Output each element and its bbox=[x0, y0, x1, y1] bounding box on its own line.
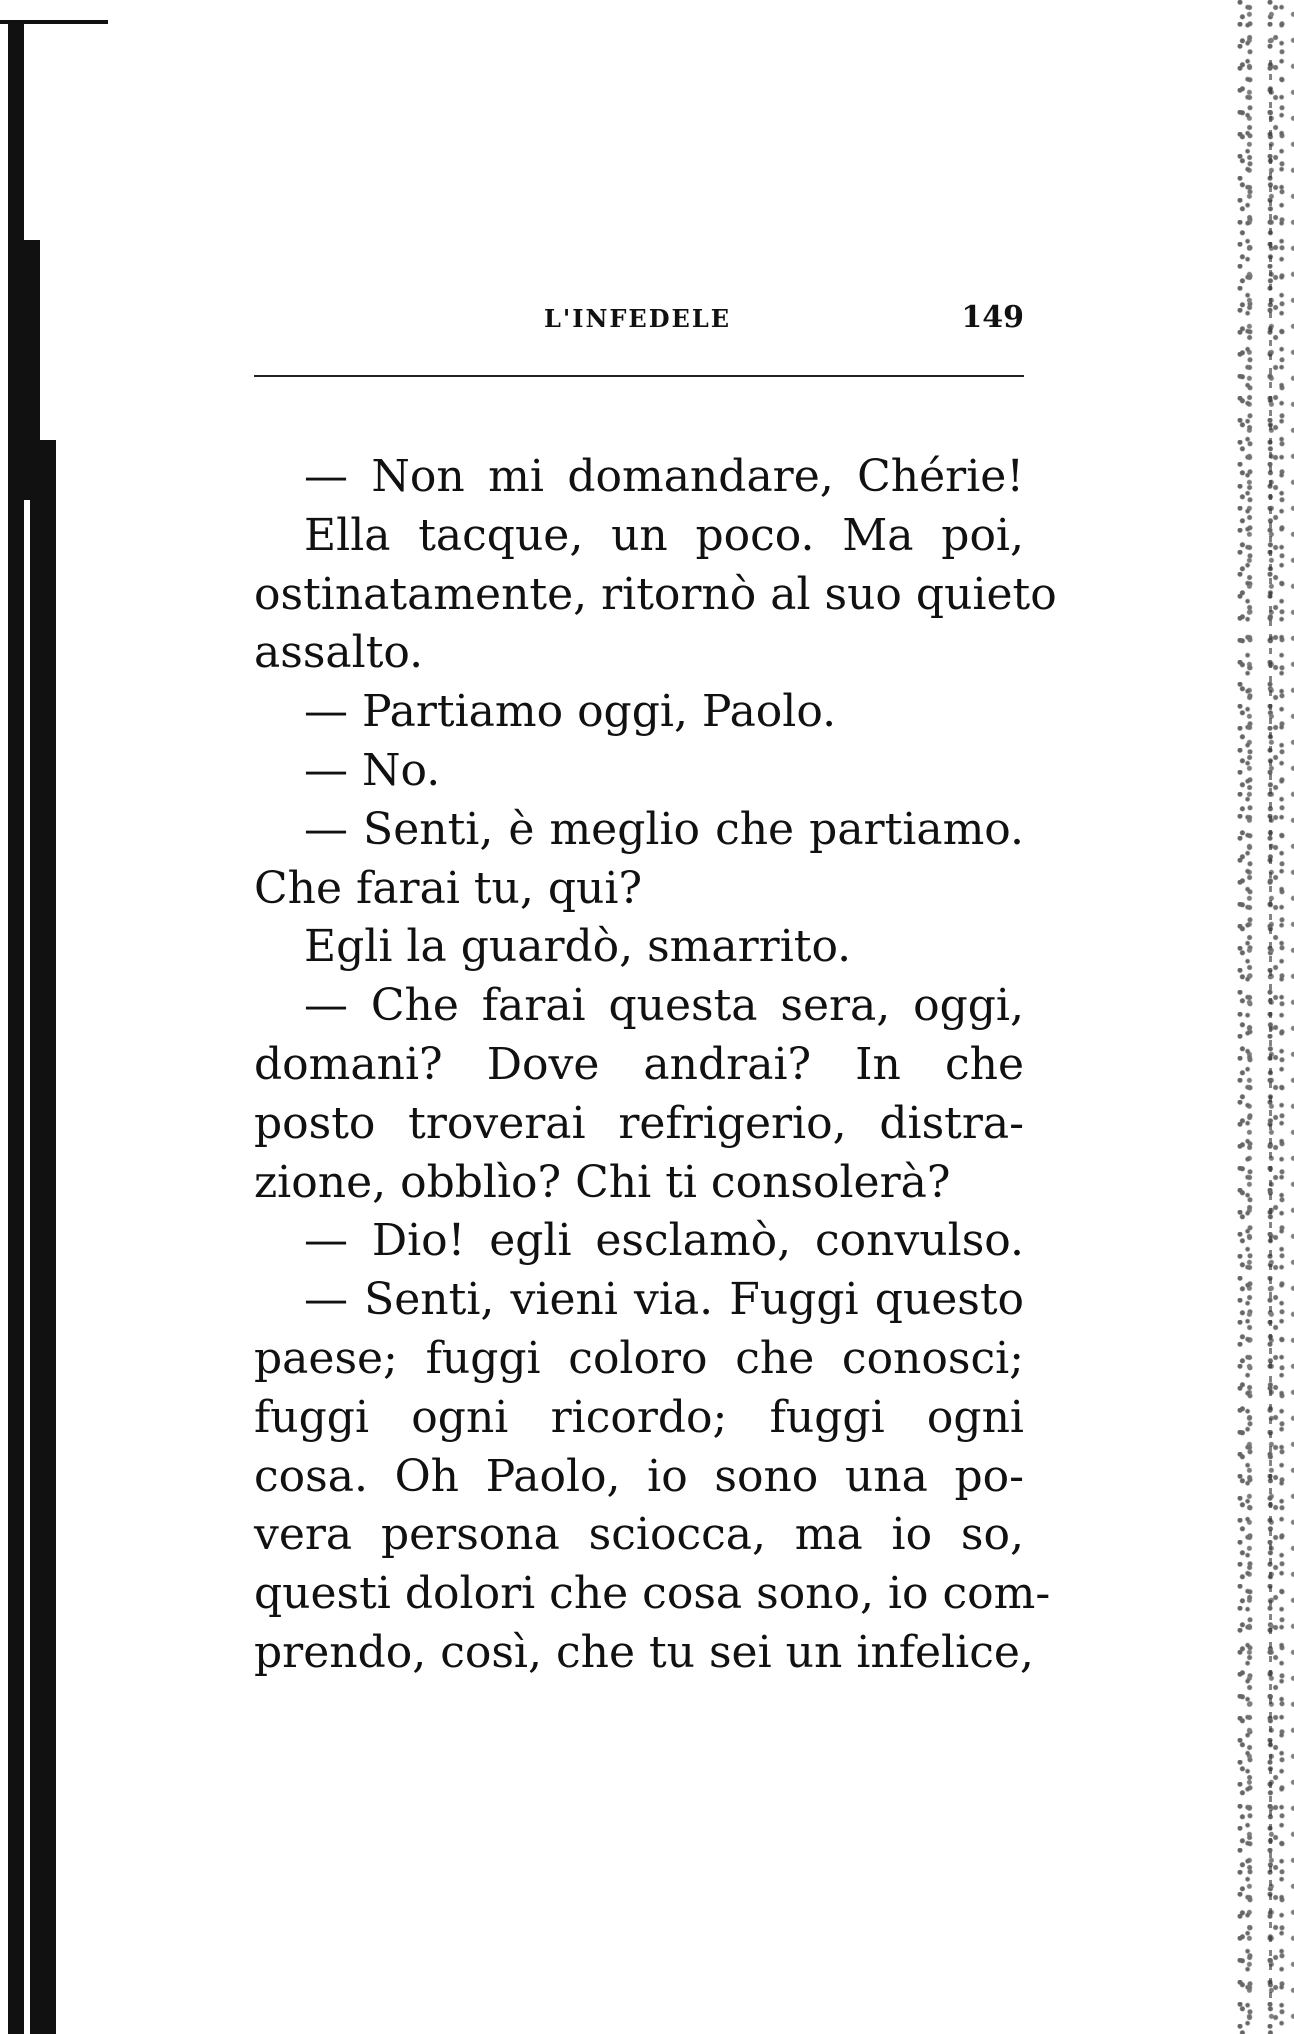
text-line: prendo, così, che tu sei un infelice, bbox=[254, 1626, 1034, 1678]
header-rule bbox=[254, 375, 1024, 377]
text-line: assalto. bbox=[254, 627, 424, 679]
text-line: paese; fuggi coloro che conosci; bbox=[254, 1332, 1024, 1384]
text-line: Che farai tu, qui? bbox=[254, 862, 643, 914]
text-line: — Dio! egli esclamò, convulso. bbox=[304, 1215, 1024, 1267]
running-head bbox=[254, 300, 1024, 340]
text-line: Ella tacque, un poco. Ma poi, bbox=[304, 509, 1024, 561]
page-number: 149 bbox=[961, 300, 1024, 335]
scan-edge-right bbox=[1234, 0, 1294, 2034]
text-line: domani? Dove andrai? In che bbox=[254, 1038, 1024, 1090]
text-line: — Non mi domandare, Chérie! bbox=[304, 451, 1024, 502]
text-line: zione, obblìo? Chi ti consolerà? bbox=[254, 1156, 951, 1208]
text-line: posto troverai refrigerio, distra- bbox=[254, 1097, 1024, 1149]
text-line: — Senti, è meglio che partiamo. bbox=[304, 803, 1024, 855]
text-line: cosa. Oh Paolo, io sono una po- bbox=[254, 1450, 1024, 1502]
text-line: — Che farai questa sera, oggi, bbox=[304, 980, 1024, 1032]
scan-edge-line bbox=[1269, 60, 1272, 2000]
text-line: — No. bbox=[304, 744, 441, 796]
body-text bbox=[254, 448, 1057, 1683]
text-line: questi dolori che cosa sono, io com- bbox=[254, 1568, 1051, 1620]
book-page bbox=[254, 0, 1057, 2034]
text-line: — Senti, vieni via. Fuggi questo bbox=[304, 1274, 1024, 1326]
text-line: Egli la guardò, smarrito. bbox=[304, 921, 852, 973]
text-line: vera persona sciocca, ma io so, bbox=[254, 1509, 1024, 1561]
text-line: — Partiamo oggi, Paolo. bbox=[304, 686, 837, 738]
binding-edge-thick bbox=[30, 440, 56, 2034]
running-title: L'INFEDELE bbox=[544, 304, 731, 333]
text-line: fuggi ogni ricordo; fuggi ogni bbox=[254, 1391, 1024, 1443]
text-line: ostinatamente, ritornò al suo quieto bbox=[254, 568, 1057, 620]
